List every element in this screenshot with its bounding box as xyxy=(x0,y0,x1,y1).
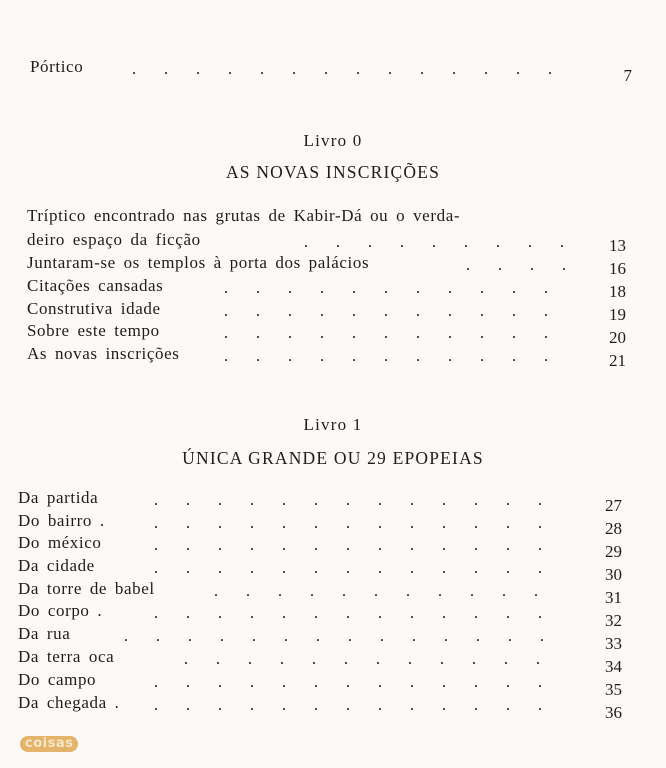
dot-leader: . . . . . . . . . . . . . xyxy=(153,603,543,622)
dot-leader: . . . . . . . . . . . xyxy=(223,323,549,342)
toc-page-number: 35 xyxy=(605,680,622,699)
toc-page-number: 13 xyxy=(609,236,626,255)
book-title: ÚNICA GRANDE OU 29 EPOPEIAS xyxy=(182,448,484,468)
toc-entry-title-line1: Tríptico encontrado nas grutas de Kabir-Dá ou o verda- xyxy=(27,206,461,225)
toc-entry-title: Do corpo . xyxy=(18,601,103,620)
dot-leader: . . . . . . . . . . . . . xyxy=(153,513,543,532)
toc-page-number: 7 xyxy=(623,66,632,85)
toc-entry-title: Sobre este tempo xyxy=(27,321,160,340)
dot-leader: . . . . . . . . . . . . . xyxy=(153,558,543,577)
toc-entry-title: deiro espaço da ficção xyxy=(27,230,201,249)
dot-leader: . . . . . . . . . . . xyxy=(213,581,539,600)
toc-entry-title: Do campo xyxy=(18,670,97,689)
toc-entry-title: Pórtico xyxy=(30,57,84,76)
dot-leader: . . . . . . . . . . . . . xyxy=(153,535,543,554)
toc-page-number: 30 xyxy=(605,565,622,584)
book-title: AS NOVAS INSCRIÇÕES xyxy=(225,162,441,182)
dot-leader: . . . . . . . . . . . . . . xyxy=(123,626,545,645)
toc-page-number: 20 xyxy=(609,328,626,347)
toc-page-number: 36 xyxy=(605,703,622,722)
dot-leader: . . . . . . . . . . . . . xyxy=(153,672,543,691)
toc-page-number: 28 xyxy=(605,519,622,538)
dot-leader: . . . . . . . . . . . . xyxy=(183,649,541,668)
dot-leader: . . . . . . . . . xyxy=(303,232,565,251)
toc-page-number: 16 xyxy=(609,259,626,278)
dot-leader: . . . . . . . . . . . xyxy=(223,301,549,320)
dot-leader: . . . . xyxy=(465,255,567,274)
book-label: Livro 0 xyxy=(303,131,363,150)
toc-page-number: 33 xyxy=(605,634,622,653)
toc-page-number: 34 xyxy=(605,657,622,676)
toc-entry-title: As novas inscrições xyxy=(27,344,180,363)
toc-entry-title: Da terra oca xyxy=(18,647,115,666)
toc-entry-title: Construtiva idade xyxy=(27,299,161,318)
book-label: Livro 1 xyxy=(303,415,363,434)
toc-entry-title: Da rua xyxy=(18,624,71,643)
toc-page-number: 29 xyxy=(605,542,622,561)
toc-entry-title: Da cidade xyxy=(18,556,95,575)
toc-page-number: 27 xyxy=(605,496,622,515)
toc-entry-title: Citações cansadas xyxy=(27,276,164,295)
dot-leader: . . . . . . . . . . . xyxy=(223,346,549,365)
toc-page-number: 32 xyxy=(605,611,622,630)
toc-entry-title: Da partida xyxy=(18,488,99,507)
toc-page-number: 19 xyxy=(609,305,626,324)
toc-entry-title: Do méxico xyxy=(18,533,102,552)
toc-page-number: 21 xyxy=(609,351,626,370)
toc-entry-title: Da chegada . xyxy=(18,693,120,712)
watermark-logo: coisas xyxy=(20,736,78,752)
toc-entry-title: Do bairro . xyxy=(18,511,105,530)
toc-entry-title: Juntaram-se os templos à porta dos palácios xyxy=(27,253,370,272)
toc-page-number: 31 xyxy=(605,588,622,607)
toc-entry-title: Da torre de babel xyxy=(18,579,155,598)
dot-leader: . . . . . . . . . . . . . . xyxy=(131,59,553,78)
toc-page-number: 18 xyxy=(609,282,626,301)
dot-leader: . . . . . . . . . . . xyxy=(223,278,549,297)
dot-leader: . . . . . . . . . . . . . xyxy=(153,490,543,509)
dot-leader: . . . . . . . . . . . . . xyxy=(153,695,543,714)
